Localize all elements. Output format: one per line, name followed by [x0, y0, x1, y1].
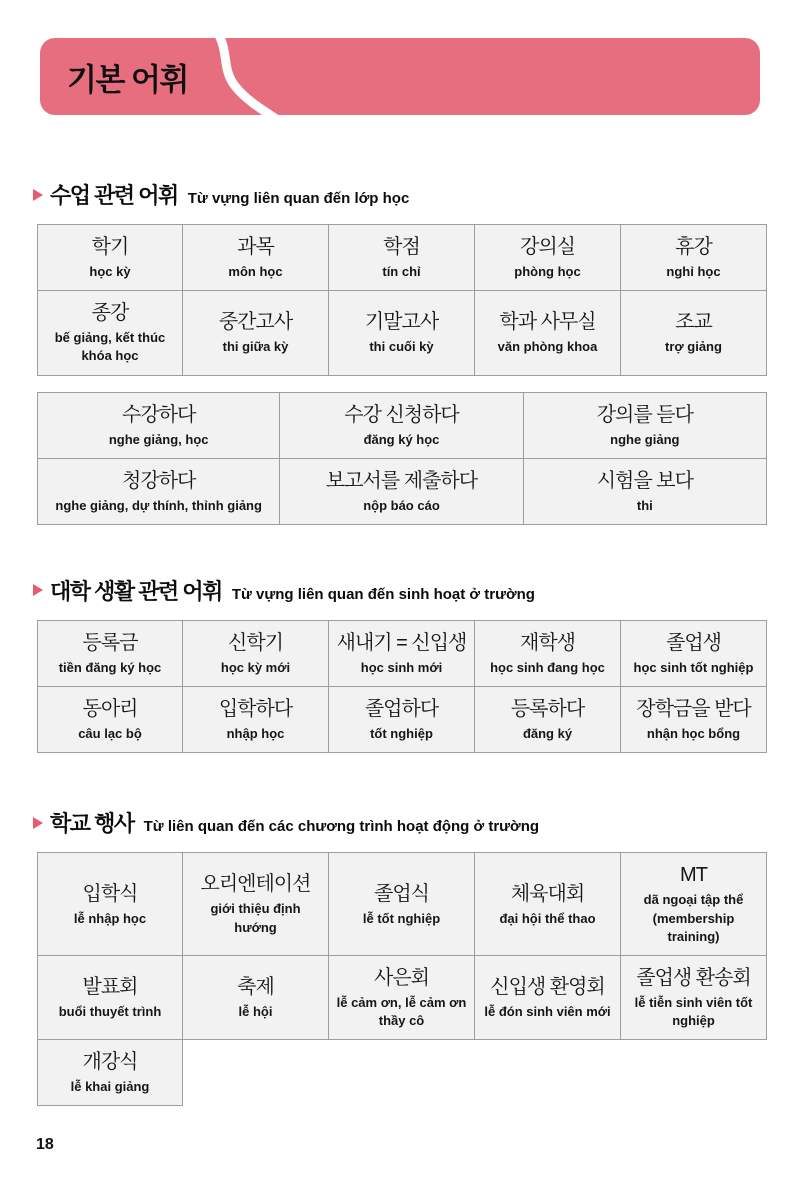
korean-term: 졸업생 환송회	[636, 966, 751, 989]
vocab-cell	[183, 956, 329, 1040]
section-header	[33, 807, 800, 838]
vietnamese-translation: học sinh mới	[360, 659, 443, 675]
korean-term: 중간고사	[218, 311, 293, 334]
vocab-cell	[475, 956, 621, 1040]
vocab-cell	[524, 459, 767, 525]
vocab-cell	[475, 687, 621, 753]
vietnamese-translation: nhận học bổng	[646, 726, 741, 742]
korean-term: 동아리	[82, 698, 138, 721]
vietnamese-translation: thi giữa kỳ	[222, 339, 289, 355]
vietnamese-translation: đăng ký	[522, 726, 573, 742]
vocab-table	[37, 620, 767, 753]
vocab-cell	[183, 687, 329, 753]
vocab-table	[37, 392, 767, 525]
korean-term: 수강 신청하다	[344, 403, 459, 426]
vocab-cell	[37, 392, 280, 459]
vietnamese-translation: đại hội thể thao	[499, 910, 596, 926]
empty-cell	[621, 1040, 767, 1106]
sections-container	[0, 179, 800, 1106]
page-number: 18	[36, 1136, 54, 1153]
chapter-title: 기본 어휘	[67, 62, 188, 97]
vietnamese-translation: tốt nghiệp	[370, 726, 433, 742]
vietnamese-translation: tín chỉ	[382, 264, 421, 279]
vocab-cell	[37, 620, 183, 687]
vocab-cell	[621, 956, 767, 1040]
korean-term: 기말고사	[364, 311, 439, 334]
vietnamese-translation: nghe giảng, học	[108, 431, 209, 447]
vietnamese-translation: tiền đăng ký học	[58, 659, 162, 675]
korean-term: 학기	[91, 236, 129, 258]
vocab-cell	[183, 852, 329, 956]
korean-term: 학점	[383, 236, 420, 258]
vocab-cell	[621, 687, 767, 753]
korean-term: MT	[680, 864, 707, 887]
korean-term: 졸업생	[666, 631, 721, 654]
vietnamese-translation: học sinh tốt nghiệp	[633, 659, 754, 675]
vietnamese-translation: bế giảng, kết thúc khóa học	[54, 330, 166, 364]
vocab-cell	[183, 291, 329, 375]
vocab-cell	[280, 459, 523, 525]
korean-term: 신학기	[228, 631, 283, 654]
korean-term: 휴강	[675, 236, 712, 258]
vocab-cell	[183, 620, 329, 687]
korean-term: 개강식	[82, 1051, 138, 1074]
vietnamese-translation: môn học	[228, 264, 283, 279]
vietnamese-translation: dã ngoại tập thể (membership training)	[643, 892, 744, 944]
triangle-bullet-icon	[33, 584, 43, 596]
korean-term: 강의를 듣다	[596, 403, 693, 426]
vietnamese-translation: thi cuối kỳ	[369, 339, 434, 355]
vietnamese-translation: học kỳ mới	[220, 659, 291, 675]
vietnamese-translation: học kỳ	[89, 264, 131, 279]
vietnamese-translation: buổi thuyết trình	[58, 1003, 162, 1019]
vocab-cell	[37, 956, 183, 1040]
vocab-cell	[37, 291, 183, 375]
empty-cell	[329, 1040, 475, 1106]
vocab-cell	[329, 687, 475, 753]
vietnamese-translation: lễ tốt nghiệp	[362, 910, 441, 926]
korean-term: 입학식	[82, 882, 138, 905]
korean-term: 재학생	[520, 631, 575, 654]
section-header	[33, 575, 800, 606]
vietnamese-translation: phòng học	[514, 264, 581, 279]
triangle-bullet-icon	[33, 817, 43, 829]
section-title-korean: 대학 생활 관련 어휘	[50, 578, 222, 604]
vocab-cell	[37, 687, 183, 753]
korean-term: 신입생 환영회	[490, 975, 605, 998]
korean-term: 체육대회	[510, 882, 585, 905]
korean-term: 졸업하다	[364, 698, 439, 721]
korean-term: 강의실	[520, 236, 575, 258]
korean-term: 발표회	[82, 975, 138, 998]
vocab-table	[37, 852, 767, 1106]
triangle-bullet-icon	[33, 189, 43, 201]
korean-term: 오리엔테이션	[200, 873, 311, 896]
vocab-cell	[621, 291, 767, 375]
vocab-cell	[475, 224, 621, 291]
vietnamese-translation: học sinh đang học	[490, 659, 605, 675]
korean-term: 등록금	[82, 631, 138, 654]
section-header	[33, 179, 800, 210]
korean-term: 시험을 보다	[596, 469, 693, 492]
vietnamese-translation: giới thiệu định hướng	[210, 901, 301, 935]
korean-term: 학과 사무실	[499, 311, 596, 334]
korean-term: 졸업식	[374, 882, 429, 905]
vocab-table	[37, 224, 767, 376]
vietnamese-translation: nghe giảng	[610, 431, 680, 447]
chapter-banner	[40, 38, 760, 115]
section-title-vietnamese: Từ liên quan đến các chương trình hoạt động ở trường	[143, 818, 540, 836]
korean-term: 새내기 = 신입생	[336, 631, 467, 654]
vietnamese-translation: nghỉ học	[666, 264, 721, 279]
vietnamese-translation: lễ tiễn sinh viên tốt nghiệp	[634, 994, 753, 1029]
vocab-section	[0, 179, 800, 525]
korean-term: 조교	[675, 311, 712, 334]
vocab-cell	[621, 852, 767, 956]
korean-term: 입학하다	[218, 698, 293, 721]
vocab-cell	[524, 392, 767, 459]
vocab-cell	[329, 620, 475, 687]
vietnamese-translation: lễ cảm ơn, lễ cảm ơn thầy cô	[336, 994, 467, 1029]
vocab-cell	[183, 224, 329, 291]
vocab-cell	[621, 620, 767, 687]
korean-term: 종강	[91, 302, 129, 325]
vietnamese-translation: lễ hội	[238, 1003, 273, 1019]
vietnamese-translation: câu lạc bộ	[78, 726, 142, 742]
vietnamese-translation: lễ đón sinh viên mới	[484, 1003, 611, 1019]
vocab-section	[0, 807, 800, 1106]
section-title-korean: 수업 관련 어휘	[50, 183, 178, 208]
section-title-vietnamese: Từ vựng liên quan đến sinh hoạt ở trường	[231, 585, 535, 603]
vocab-cell	[37, 852, 183, 956]
empty-cell	[475, 1040, 621, 1106]
section-title-korean: 학교 행사	[50, 811, 134, 837]
korean-term: 수강하다	[122, 403, 196, 426]
vocab-cell	[621, 224, 767, 291]
vietnamese-translation: trợ giảng	[665, 339, 722, 355]
vocab-cell	[329, 852, 475, 956]
vocab-cell	[475, 291, 621, 375]
vocab-cell	[37, 224, 183, 291]
vietnamese-translation: văn phòng khoa	[497, 339, 598, 355]
korean-term: 과목	[237, 236, 274, 258]
vocab-cell	[475, 852, 621, 956]
vietnamese-translation: thi	[636, 497, 653, 513]
korean-term: 장학금을 받다	[636, 698, 751, 721]
vocab-cell	[329, 224, 475, 291]
korean-term: 청강하다	[122, 469, 196, 492]
korean-term: 등록하다	[510, 698, 585, 721]
section-title-vietnamese: Từ vựng liên quan đến lớp học	[187, 190, 410, 207]
vietnamese-translation: lễ nhập học	[73, 910, 147, 926]
vietnamese-translation: đăng ký học	[363, 431, 440, 447]
vietnamese-translation: nhập học	[226, 726, 285, 742]
korean-term: 축제	[237, 975, 274, 998]
vocab-cell	[329, 291, 475, 375]
vietnamese-translation: nghe giảng, dự thính, thỉnh giảng	[55, 497, 262, 513]
vocab-cell	[329, 956, 475, 1040]
vietnamese-translation: lễ khai giảng	[70, 1079, 150, 1095]
vocab-cell	[280, 392, 523, 459]
vietnamese-translation: nộp báo cáo	[363, 497, 440, 513]
vocab-section	[0, 575, 800, 753]
vocab-cell	[37, 1040, 183, 1106]
vocab-cell	[475, 620, 621, 687]
korean-term: 사은회	[374, 966, 429, 989]
vocab-cell	[37, 459, 280, 525]
korean-term: 보고서를 제출하다	[325, 469, 478, 492]
empty-cell	[183, 1040, 329, 1106]
